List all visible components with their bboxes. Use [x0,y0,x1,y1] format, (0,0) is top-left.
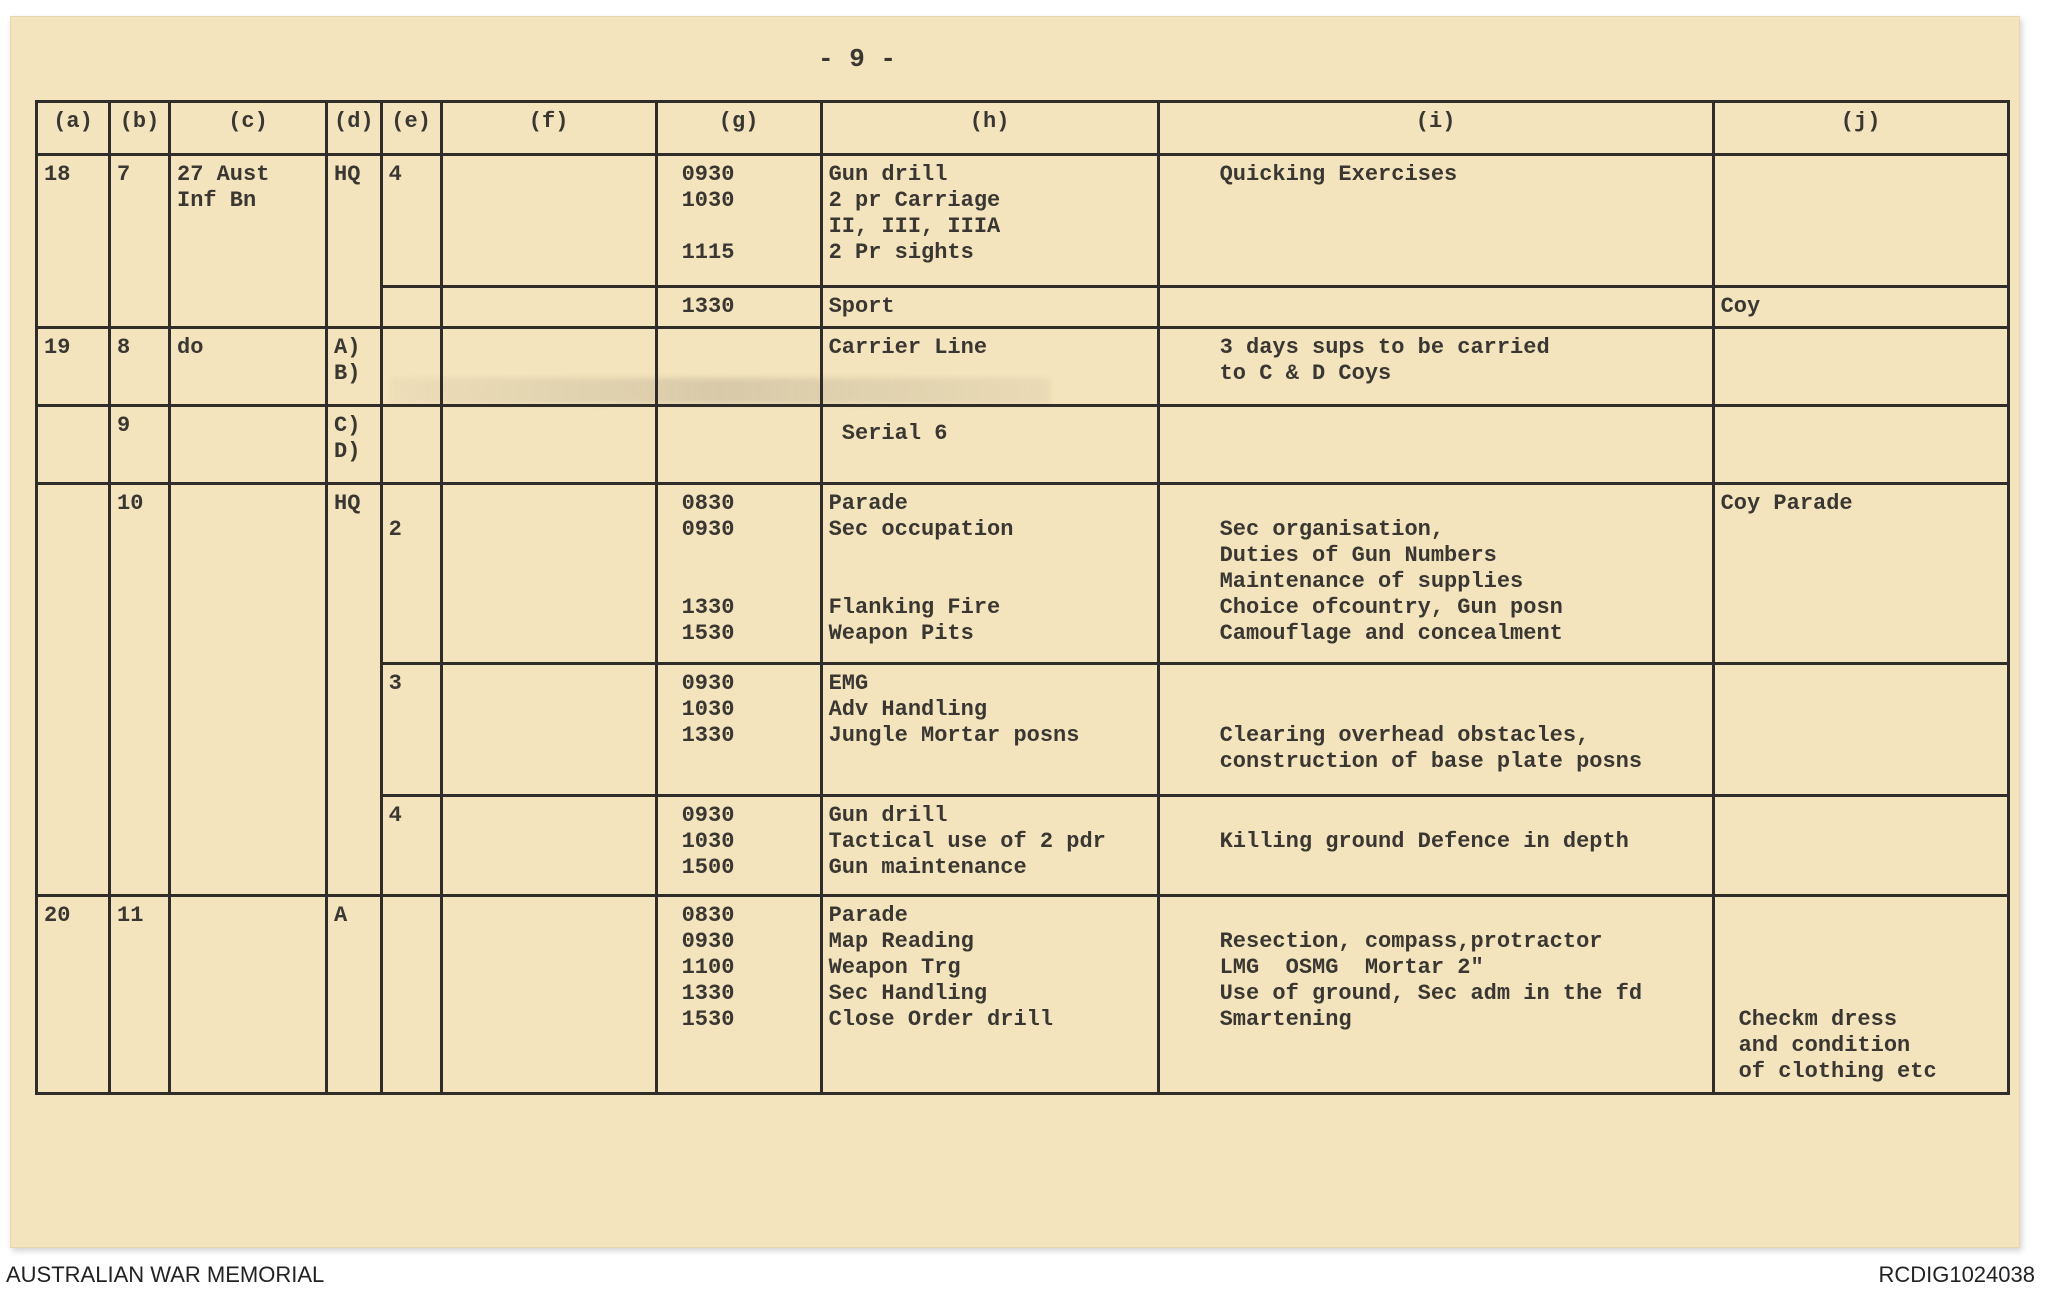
cell-c [170,664,327,796]
table-row [37,155,2009,287]
cell-e: 4 [381,796,441,896]
column-header-h: (h) [821,102,1158,155]
cell-j: Checkm dress and condition of clothing etc [1713,896,2008,1094]
cell-g [656,328,821,406]
cell-b: 8 [110,328,170,406]
table-row [37,287,2009,328]
cell-c [170,406,327,484]
cell-f [441,896,656,1094]
column-header-e: (e) [381,102,441,155]
cell-b: 11 [110,896,170,1094]
cell-c [170,287,327,328]
cell-f [441,664,656,796]
cell-h: Sport [821,287,1158,328]
cell-i: Quicking Exercises [1158,155,1713,287]
table-row [37,328,2009,406]
cell-a [37,664,110,796]
column-header-i: (i) [1158,102,1713,155]
cell-g: 1330 [656,287,821,328]
cell-b [110,664,170,796]
cell-h: Gun drill Tactical use of 2 pdr Gun maintenance [821,796,1158,896]
cell-g: 0830 0930 1330 1530 [656,484,821,664]
cell-i: Clearing overhead obstacles, construction of base plate posns [1158,664,1713,796]
cell-h: Gun drill 2 pr Carriage II, III, IIIA 2 Pr sights [821,155,1158,287]
cell-i: 3 days sups to be carried to C & D Coys [1158,328,1713,406]
cell-f [441,328,656,406]
cell-a [37,287,110,328]
cell-c: do [170,328,327,406]
column-header-d: (d) [327,102,382,155]
cell-b [110,796,170,896]
cell-j [1713,328,2008,406]
cell-e [381,287,441,328]
cell-c [170,484,327,664]
column-header-f: (f) [441,102,656,155]
cell-h: Parade Sec occupation Flanking Fire Weapon Pits [821,484,1158,664]
cell-h: Parade Map Reading Weapon Trg Sec Handling Close Order drill [821,896,1158,1094]
cell-h: EMG Adv Handling Jungle Mortar posns [821,664,1158,796]
cell-a: 18 [37,155,110,287]
cell-d: A) B) [327,328,382,406]
cell-f [441,287,656,328]
cell-h: Serial 6 [821,406,1158,484]
table-row [37,406,2009,484]
column-header-b: (b) [110,102,170,155]
cell-c [170,896,327,1094]
table-row [37,664,2009,796]
cell-g: 0830 0930 1100 1330 1530 [656,896,821,1094]
cell-d: C) D) [327,406,382,484]
table-row [37,896,2009,1094]
cell-b: 7 [110,155,170,287]
cell-g [656,406,821,484]
column-header-a: (a) [37,102,110,155]
cell-f [441,796,656,896]
cell-e: 3 [381,664,441,796]
cell-g: 0930 1030 1500 [656,796,821,896]
cell-j [1713,406,2008,484]
cell-e [381,896,441,1094]
cell-d [327,287,382,328]
cell-b: 10 [110,484,170,664]
cell-j [1713,796,2008,896]
column-header-g: (g) [656,102,821,155]
cell-d: HQ [327,484,382,664]
column-header-c: (c) [170,102,327,155]
cell-i: Killing ground Defence in depth [1158,796,1713,896]
cell-j [1713,664,2008,796]
cell-f [441,406,656,484]
cell-d: HQ [327,155,382,287]
table-header-row [37,102,2009,155]
cell-j: Coy Parade [1713,484,2008,664]
cell-a [37,796,110,896]
cell-f [441,484,656,664]
archive-credit: AUSTRALIAN WAR MEMORIAL [6,1262,325,1287]
cell-d: A [327,896,382,1094]
cell-j [1713,155,2008,287]
cell-h: Carrier Line [821,328,1158,406]
cell-j: Coy [1713,287,2008,328]
cell-a: 20 [37,896,110,1094]
cell-e: 2 [381,484,441,664]
cell-a [37,406,110,484]
cell-e [381,328,441,406]
cell-c [170,796,327,896]
table-row [37,796,2009,896]
cell-i [1158,406,1713,484]
archive-reference-id: RCDIG1024038 [1878,1262,2035,1287]
cell-e: 4 [381,155,441,287]
cell-i: Resection, compass,protractor LMG OSMG Mortar 2" Use of ground, Sec adm in the fd Smartening [1158,896,1713,1094]
cell-b: 9 [110,406,170,484]
table-row [37,484,2009,664]
cell-i: Sec organisation, Duties of Gun Numbers Maintenance of supplies Choice ofcountry, Gun posn Camouflage and concealment [1158,484,1713,664]
page-number: - 9 - [818,44,897,74]
training-schedule-table [35,100,2010,1095]
cell-e [381,406,441,484]
cell-f [441,155,656,287]
column-header-j: (j) [1713,102,2008,155]
cell-d [327,664,382,796]
cell-i [1158,287,1713,328]
cell-b [110,287,170,328]
cell-g: 0930 1030 1330 [656,664,821,796]
cell-c: 27 Aust Inf Bn [170,155,327,287]
cell-a: 19 [37,328,110,406]
cell-d [327,796,382,896]
cell-g: 0930 1030 1115 [656,155,821,287]
cell-a [37,484,110,664]
